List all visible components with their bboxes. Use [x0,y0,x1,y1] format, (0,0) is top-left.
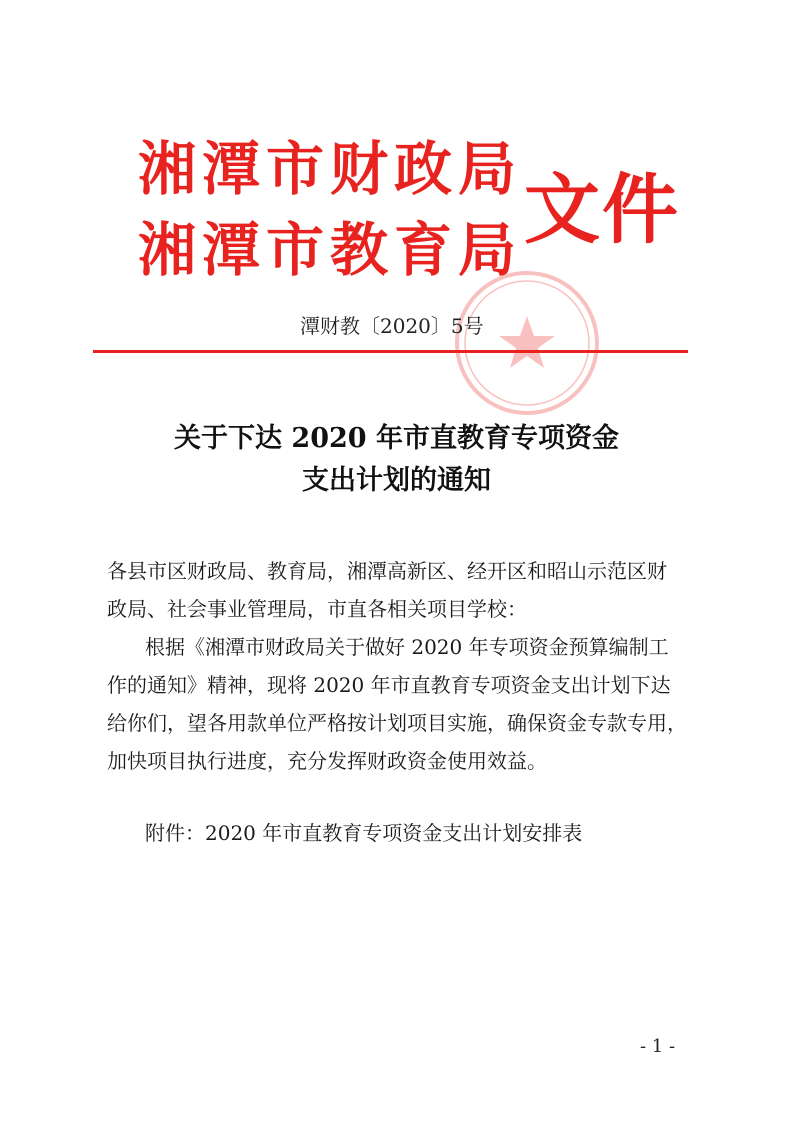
red-header-divider [93,350,688,353]
issuer-finance-bureau: 湘潭市财政局 [138,135,523,203]
notice-title-line-2: 支出计划的通知 [302,465,491,496]
page-number: - 1 - [640,1036,676,1057]
document-number: 潭财教〔2020〕5号 [300,314,484,338]
body-paragraph-line-4: 加快项目执行进度，充分发挥财政资金使用效益。 [107,749,547,773]
official-seal-icon [452,268,602,418]
body-paragraph-line-3: 给你们，望各用款单位严格按计划项目实施，确保资金专款专用， [107,711,687,735]
attachment-note: 附件：2020 年市直教育专项资金支出计划安排表 [145,821,583,845]
document-type-label: 文件 [524,165,680,254]
body-paragraph-line-1: 根据《湘潭市财政局关于做好 2020 年专项资金预算编制工 [145,635,669,659]
addressee-line-2: 政局、社会事业管理局，市直各相关项目学校： [107,597,527,621]
issuer-education-bureau: 湘潭市教育局 [138,216,523,284]
body-paragraph-line-2: 作的通知》精神，现将 2020 年市直教育专项资金支出计划下达 [107,673,671,697]
notice-title-line-1: 关于下达 2020 年市直教育专项资金 [174,423,619,454]
addressee-line-1: 各县市区财政局、教育局，湘潭高新区、经开区和昭山示范区财 [107,559,667,583]
